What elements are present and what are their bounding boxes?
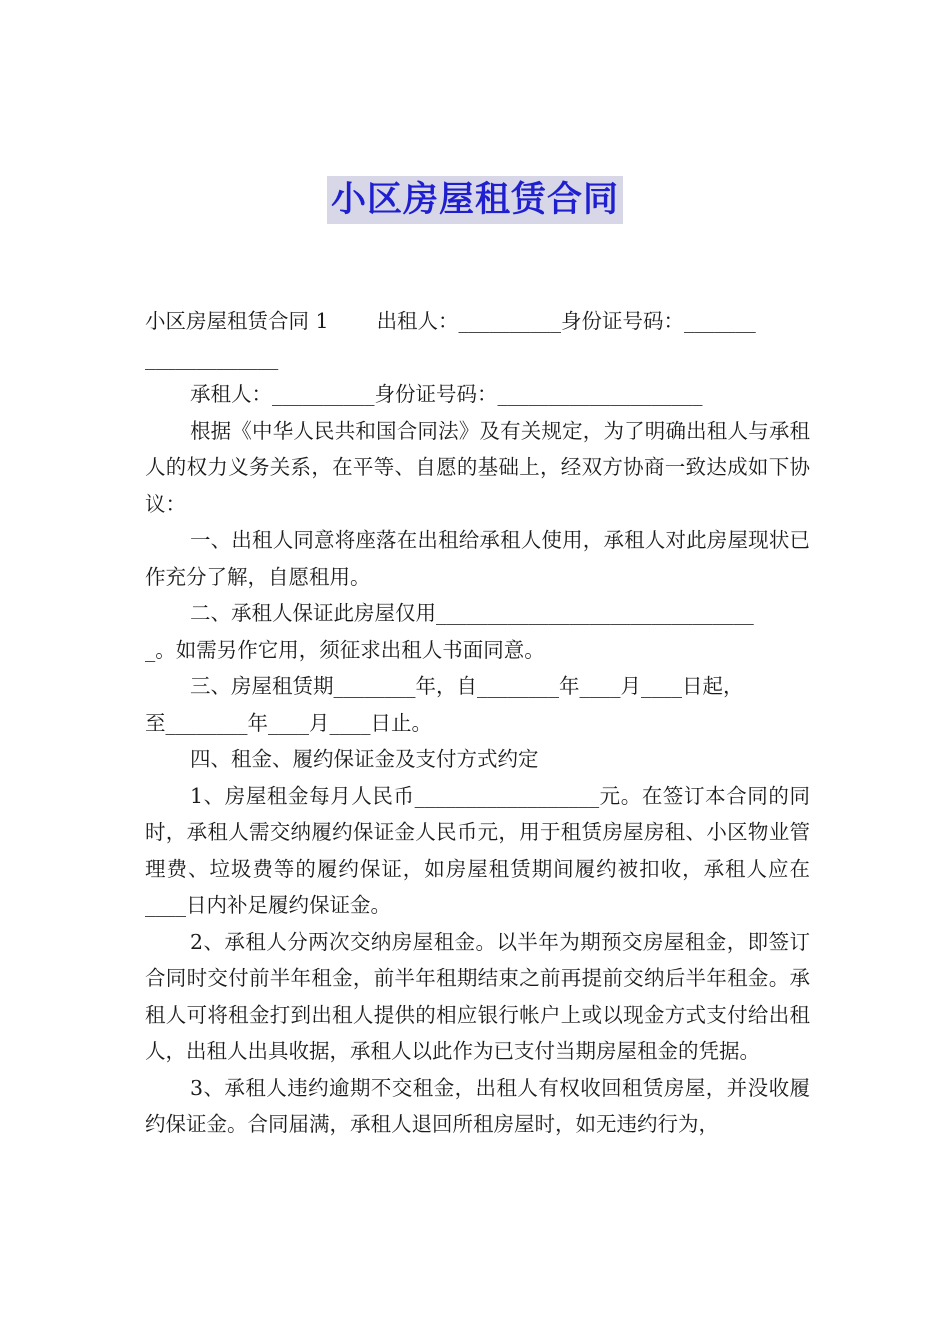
clause-2-line-1: 二、承租人保证此房屋仅用_______________________________ (190, 601, 754, 625)
clause-3-line-2: 至________年____月____日止。 (145, 710, 432, 735)
preamble-paragraph: 根据《中华人民共和国合同法》及有关规定，为了明确出租人与承租人的权力义务关系，在平等、自愿的基础上，经双方协商一致达成如下协议： (145, 418, 810, 516)
lessee-line: 承租人：__________身份证号码：____________________ (190, 382, 703, 406)
clause-4-item-1: 1、房屋租金每月人民币__________________元。在签订本合同的同时，承租人需交纳履约保证金人民币元，用于租赁房屋房租、小区物业管理费、垃圾费等的履约保证，如房屋租赁期间履约被扣收，承租人应在____日内补足履约保证金。 (145, 783, 810, 917)
clause-3-line-1: 三、房屋租赁期________年，自________年____月____日起， (190, 674, 744, 698)
document-title-wrap (0, 176, 950, 224)
clause-4-item-2: 2、承租人分两次交纳房屋租金。以半年为期预交房屋租金，即签订合同时交付前半年租金，前半年租期结束之前再提前交纳后半年租金。承租人可将租金打到出租人提供的相应银行帐户上或以现金方式支付给出租人，出租人出具收据，承租人以此作为已支付当期房屋租金的凭据。 (145, 929, 810, 1063)
lessor-line: 出租人：__________身份证号码：_______ (376, 309, 756, 333)
document-body (145, 303, 810, 1143)
clause-1: 一、出租人同意将座落在出租给承租人使用，承租人对此房屋现状已作充分了解，自愿租用。 (145, 528, 810, 589)
party-line-1 (145, 303, 810, 340)
contract-heading-inline: 小区房屋租赁合同 1 (145, 309, 329, 333)
lessor-id-continuation: _____________ (145, 345, 279, 370)
clause-2-line-2: _。如需另作它用，须征求出租人书面同意。 (145, 637, 545, 662)
clause-4-item-3: 3、承租人违约逾期不交租金，出租人有权收回租赁房屋，并没收履约保证金。合同届满，承租人退回所租房屋时，如无违约行为， (145, 1075, 810, 1136)
clause-4-heading: 四、租金、履约保证金及支付方式约定 (190, 747, 539, 771)
document-title: 小区房屋租赁合同 (327, 176, 623, 224)
